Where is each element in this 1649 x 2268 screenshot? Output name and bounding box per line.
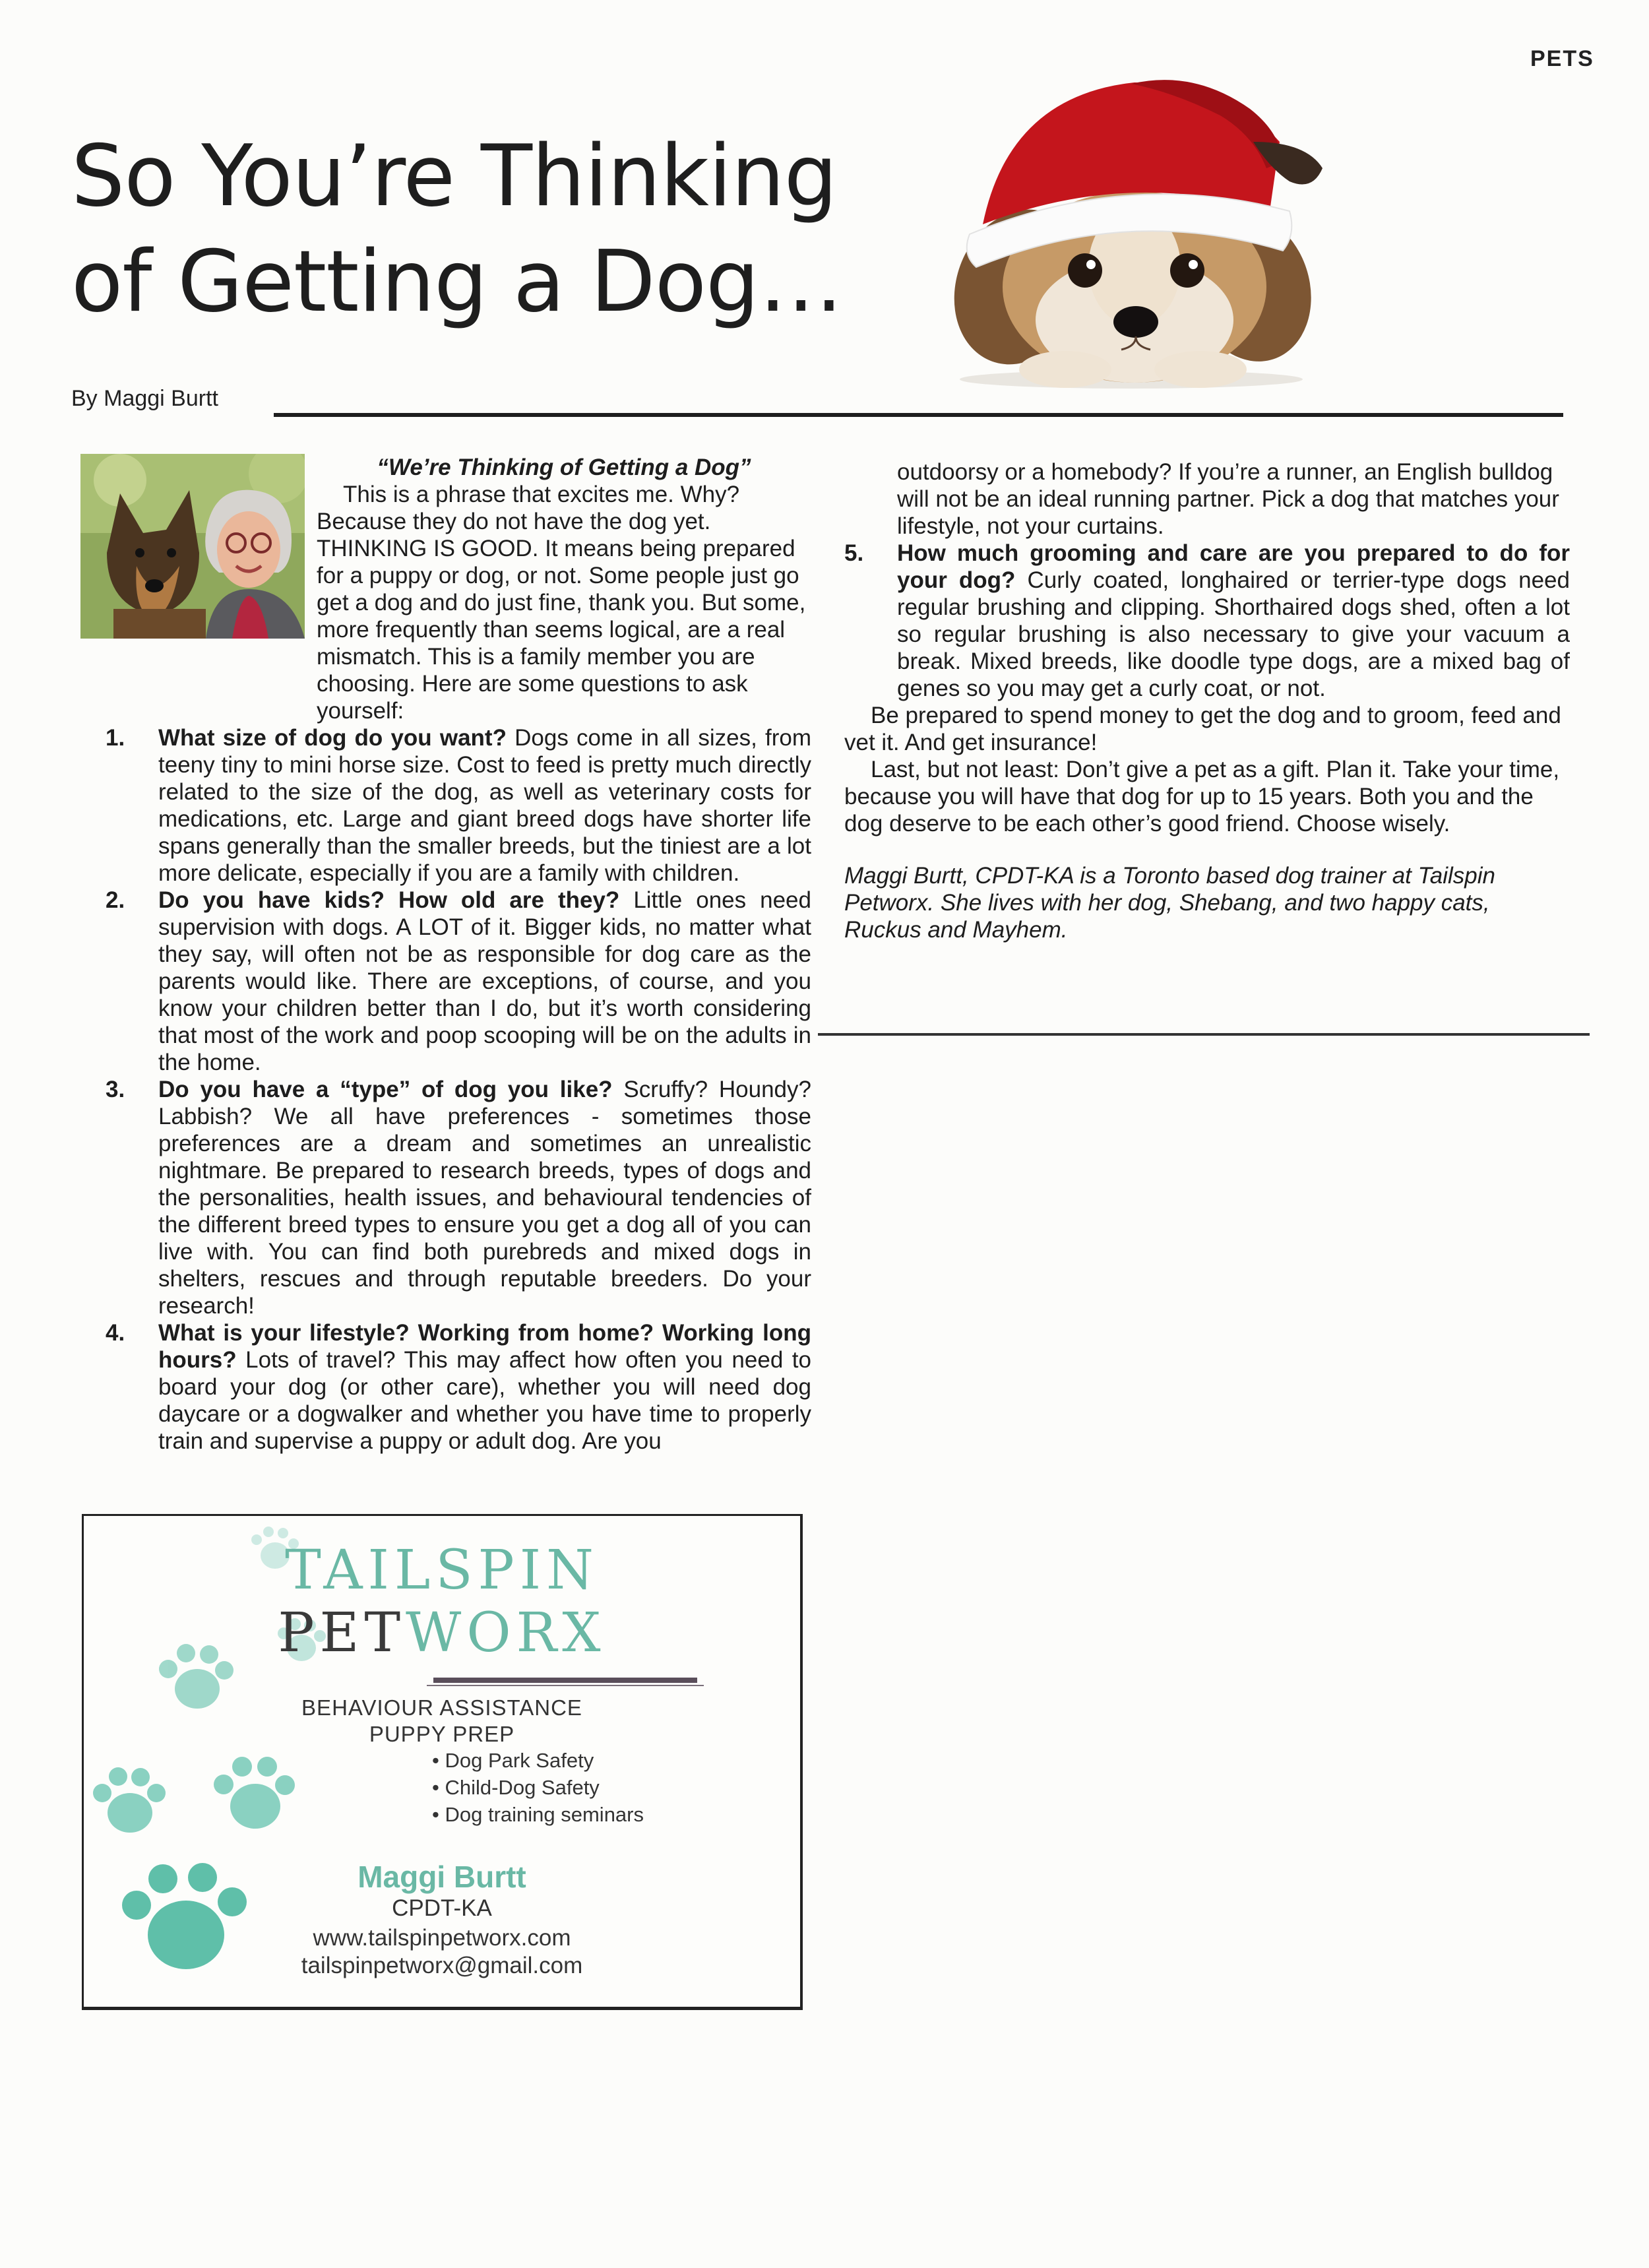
question-list bbox=[106, 724, 811, 1455]
brand-line-1: TAILSPIN bbox=[285, 1539, 599, 1602]
intro-paragraph: This is a phrase that excites me. Why? Because they do not have the dog yet. THINKING IS GOOD. It means being prepared for a puppy or dog, or not. Some people just go get a dog and do just fine, thank you. But some, more frequently than seems logical, are a real mismatch. This is a family member you are choosing. Here are some questions to ask yourself: bbox=[317, 482, 806, 724]
list-item bbox=[106, 1076, 811, 1319]
question-answer: Dogs come in all sizes, from teeny tiny to mini horse size. Cost to feed is pretty much directly related to the size of the dog, as well as veterinary costs for medications, etc. Large and giant breed dogs have shorter life spans generally than the smaller breeds, but the tiniest are a lot more delicate, especially if you are a family with children. bbox=[158, 725, 811, 886]
title-line-2: of Getting a Dog… bbox=[71, 233, 843, 331]
question-list-continued bbox=[844, 540, 1570, 702]
brand-rule bbox=[433, 1678, 697, 1683]
article-title bbox=[71, 124, 902, 335]
brand-line-2 bbox=[84, 1602, 800, 1664]
question-heading: How much grooming and care are you prepared to do for your dog? bbox=[897, 540, 1570, 593]
list-item bbox=[844, 540, 1570, 702]
trainer-name: Maggi Burtt bbox=[358, 1860, 526, 1894]
brand-rule-thin bbox=[427, 1685, 704, 1686]
list-number: 1. bbox=[106, 725, 125, 751]
intro-title: “We’re Thinking of Getting a Dog” bbox=[377, 455, 751, 480]
question-heading: What is your lifestyle? Working from home? Working long hours? bbox=[158, 1320, 811, 1373]
byline: By Maggi Burtt bbox=[71, 386, 218, 411]
list-number: 3. bbox=[106, 1077, 125, 1102]
bullet-text: Dog training seminars bbox=[445, 1803, 644, 1826]
list-number: 5. bbox=[844, 540, 864, 566]
article-column-right bbox=[844, 458, 1570, 943]
question-heading: What size of dog do you want? bbox=[158, 725, 507, 751]
list-item: • Child-Dog Safety bbox=[432, 1776, 600, 1799]
article-column-left bbox=[106, 454, 811, 1455]
brand-worx: WORX bbox=[406, 1602, 606, 1664]
intro-block bbox=[317, 454, 811, 724]
paragraph-money: Be prepared to spend money to get the dog and to groom, feed and vet it. And get insurance! bbox=[844, 703, 1561, 755]
brand-pet: PET bbox=[278, 1602, 406, 1664]
list-item bbox=[106, 1319, 811, 1455]
question-answer: Little ones need supervision with dogs. A LOT of it. Bigger kids, no matter what they say, will often not be as responsible for dog care as the parents would like. There are exceptions, of course, and you know your children better than I do, but it’s worth considering that most of the work and poop scooping will be on the adults in the home. bbox=[158, 887, 811, 1075]
list-number: 2. bbox=[106, 887, 125, 913]
column-divider-rule bbox=[818, 1033, 1590, 1036]
trainer-credential: CPDT-KA bbox=[392, 1895, 492, 1921]
question-answer: Scruffy? Houndy? Labbish? We all have preferences - sometimes those preferences are a dream and sometimes an unrealistic nightmare. Be prepared to research breeds, types of dogs and the personalities, health issues, and behavioural tendencies of the different breed types to ensure you get a dog all of you can live with. You can find both purebreds and mixed dogs in shelters, rescues and through reputable breeders. Do your research! bbox=[158, 1077, 811, 1319]
question-answer: Curly coated, longhaired or terrier-type dogs need regular brushing and clipping. Shorthaired dogs shed, often a lot so regular brushing is also necessary to give your vacuum a break. Mixed breeds, like doodle type dogs, are a mixed bag of genes so you may get a curly coat, or not. bbox=[897, 567, 1570, 701]
question-heading: Do you have a “type” of dog you like? bbox=[158, 1077, 613, 1102]
question-answer: Lots of travel? This may affect how often you need to board your dog (or other care), whether you will need dog daycare or a dogwalker and whether you have time to properly train and supervise a puppy or adult dog. Are you bbox=[158, 1347, 812, 1454]
website-link[interactable]: www.tailspinpetworx.com bbox=[313, 1925, 571, 1951]
bullet-text: Dog Park Safety bbox=[445, 1749, 594, 1772]
title-line-1: So You’re Thinking bbox=[71, 127, 837, 226]
list-item: • Dog training seminars bbox=[432, 1803, 644, 1826]
service-puppy-prep: PUPPY PREP bbox=[369, 1722, 515, 1746]
service-bullets bbox=[432, 1747, 644, 1828]
list-item bbox=[106, 887, 811, 1076]
service-behaviour: BEHAVIOUR ASSISTANCE bbox=[301, 1695, 582, 1720]
puppy-santa-hat-illustration bbox=[910, 69, 1332, 399]
tailspin-petworx-ad bbox=[82, 1514, 803, 2010]
list-number: 4. bbox=[106, 1320, 125, 1346]
author-bio: Maggi Burtt, CPDT-KA is a Toronto based dog trainer at Tailspin Petworx. She lives with her dog, Shebang, and two happy cats, Ruckus and Mayhem. bbox=[844, 863, 1496, 943]
byline-rule bbox=[274, 413, 1563, 417]
bullet-text: Child-Dog Safety bbox=[445, 1776, 600, 1799]
paragraph-last: Last, but not least: Don’t give a pet as a gift. Plan it. Take your time, because you will have that dog for up to 15 years. Both you and the dog deserve to be each other’s good friend. Choose wisely. bbox=[844, 757, 1560, 836]
question-heading: Do you have kids? How old are they? bbox=[158, 887, 620, 913]
question-4-continued: outdoorsy or a homebody? If you’re a runner, an English bulldog will not be an ideal running partner. Pick a dog that matches your lifestyle, not your curtains. bbox=[897, 459, 1559, 539]
list-item bbox=[106, 724, 811, 887]
email-link[interactable]: tailspinpetworx@gmail.com bbox=[301, 1953, 583, 1978]
section-label: PETS bbox=[1530, 46, 1594, 71]
list-item: • Dog Park Safety bbox=[432, 1749, 594, 1772]
